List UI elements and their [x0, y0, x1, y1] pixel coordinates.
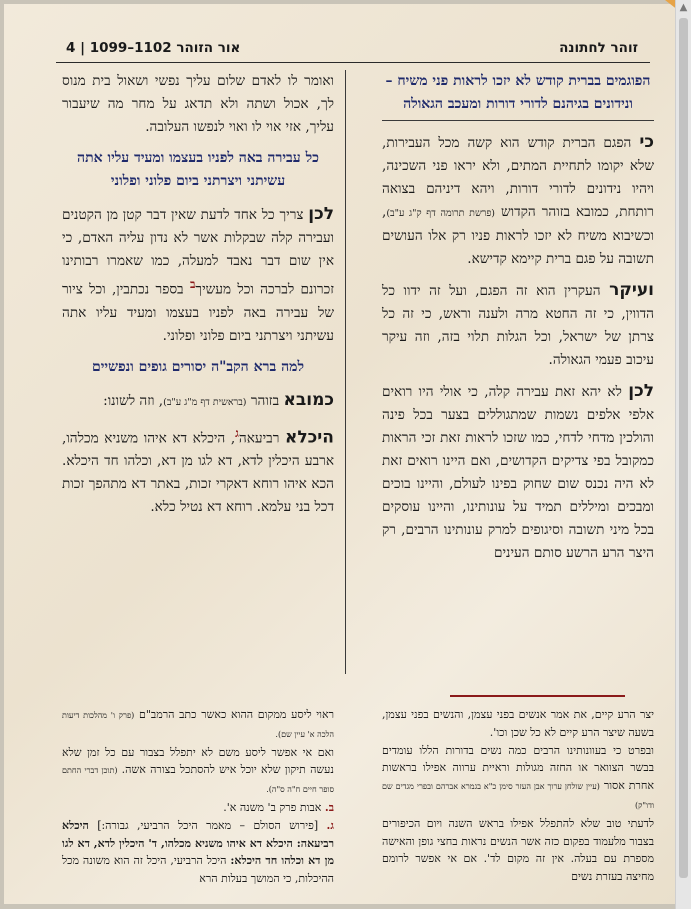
footnote-source: (פרק ו' מהלכות דיעות הלכה א' עיין שם). [62, 711, 334, 739]
scroll-thumb[interactable] [679, 18, 688, 878]
footnote-quote: היכלא רביעאה: היכלא דא איהו משניא מכלהו, ד' היכלין לדא, דא לגו מן דא וכלהו חד היכלא: [62, 818, 334, 868]
lead-word: היכלא [285, 427, 334, 448]
left-heading-2: למה ברא הקב"ה יסורים גופים ונפשיים [92, 358, 304, 375]
left-paragraph-0: ואומר לו לאדם שלום עליך נפשי ושאול בית מנוס לך, אכול ושתה ולא תדאג על מחר מה שיעבור עליך, אזי אוי לו ואוי לנפשו העלובה. [62, 73, 334, 135]
right-paragraph-3 [382, 380, 654, 565]
lead-word: כמובא [283, 389, 334, 410]
right-paragraph-2 [382, 279, 654, 372]
left-paragraph-1 [62, 203, 334, 348]
footnote-text: לדעתי טוב שלא להתפלל אפילו בראש השנה ויום הכיפורים בצבור מלעמוד בפקום כזה אשר הנשים נראות בחצי גופן והאישה מספרת עם בעלה. אין זה מקום לד'. אם אי אפשר לרומם מחיצה בעזרת נשים [382, 816, 654, 884]
left-paragraph-3 [62, 422, 334, 520]
footnote-text [62, 744, 334, 799]
lead-word: לכן [628, 381, 654, 401]
page-header [18, 36, 662, 60]
footnote-marker[interactable]: ב [189, 277, 196, 291]
footnote-text [382, 742, 654, 815]
footnote-body: אבות פרק ב' משנה א'. [223, 800, 322, 814]
scroll-up-icon[interactable]: ▲ [679, 2, 688, 13]
left-paragraph-2 [62, 389, 334, 414]
footnote-text: יצר הרע קיים, את אמר אנשים בפני עצמן, והנשים בפני עצמן, בשעה שיצר הרע קיים לא כל שכן וכו'. [382, 708, 654, 739]
vertical-scrollbar[interactable] [675, 0, 691, 909]
lead-word: לכן [308, 204, 334, 224]
paragraph-text: צריך כל אחד לדעת שאין דבר קטן מן הקטנים ועבירה קלה שבקלות אשר לא נדון עליה האדם, כי אין שום דבר נאבד למעלה, כמו שאמרו רבותינו זכרונם לברכה וכל מעשיך [62, 207, 334, 298]
footnotes-right [382, 706, 654, 886]
source-citation: (פרשת תרומה דף ק"ג ע"ב) [386, 208, 496, 219]
paragraph-text: , וזה לשונו: [103, 392, 164, 409]
column-divider [345, 70, 346, 674]
footnote-separator [450, 695, 625, 697]
paragraph-text: בספר נכתבין, וכל ציור של עבירה באה לפניו בעצמו ומעיד עליו אתה עשיתני ויצרתני ביום פלוני ופלוני. [62, 281, 334, 344]
footnotes-left [62, 706, 334, 888]
footnote-body: ראוי ליסע ממקום ההוא כאשר כתב הרמב"ם [138, 708, 334, 721]
footnote-body: [פירוש הסולם – מאמר היכל הרביעי, גבורה:] [97, 818, 319, 832]
right-heading: הפוגמים בברית קודש לא יזכו לראות פני משיח – ונידונים בגיהנם לדורי דורות ומעכב הגאולה [382, 70, 654, 121]
paragraph-text: העקרין הוא זה הפגם, ועל זה ידוו כל הדווין, כי זה החטא מרה ולענה וראש, כי זה כל צרתן של ישראל, וכל הגלות תלוי בזה, וזה עיקר עיכוב פעמי הגאולה. [382, 283, 654, 368]
footnote-body: ואם אי אפשר ליסע משם לא יתפלל בצבור עם כל זמן שלא נעשה תיקון שלא יוכל איש להסתכל בצורה אשה. [62, 745, 334, 777]
book-title: זוהר לחתונה [559, 40, 638, 56]
header-divider [56, 62, 650, 63]
left-heading-1: כל עבירה באה לפניו בעצמו ומעיד עליו אתה עשיתני ויצרתני ביום פלוני ופלוני [77, 150, 319, 189]
left-column [62, 70, 334, 527]
footnote-source: (תוכן דברי החתם סופר חיים ח"ה ס"ה). [62, 766, 334, 795]
footnote-body: ובפרט כי בעוונותינו הרבים כמה נשים בדורות הללו עומדים בבשר הצוואר או החזה מגולות וראיית ערווה אפילו בראשות אחרת אסור [382, 743, 655, 793]
footnote-b [62, 799, 334, 817]
paragraph-text: רביעאה [238, 430, 280, 447]
footnote-text [62, 706, 334, 744]
paragraph-text: , היכלא דא איהו משניא מכלהו, ארבע היכלין לדא, דא לגו מן דא, וכלהו חד היכלא. הכא איהו רוחא דאקרי זכות, באתר דא מתהפך זכות דכל בני עלמא. רוחא דא נטיל כלא. [62, 430, 334, 516]
document-page [4, 4, 676, 904]
footnote-marker[interactable]: ג [235, 425, 239, 440]
paragraph-text: לא יהא זאת עבירה קלה, כי אולי היו רואים אלפי אלפים נשמות שמתגוללים בצער בכל פינה והולכין מדחי לדחי, כמו שזכו לראות זאת זכי הראות כמקובל בפי צדיקים הקדושים, ואם היינו רואים זאת לא היה נכנס שום שחוק בפינו לעולם, והיינו בוכים ומבכים ומיללים תמיד על עונותינו, והיינו עוסקים בכל מיני תשובה וסיגופים למרק עונותינו הרבים, רק היצר הרע הרשע סותם העינים [382, 384, 654, 561]
right-column [382, 70, 654, 573]
lead-word: ועיקר [609, 280, 654, 300]
footnote-label: ב. [324, 800, 334, 814]
footnote-label: ג. [326, 818, 334, 832]
right-paragraph-1 [382, 131, 654, 271]
lead-word: כי [639, 132, 654, 152]
paragraph-text: הפגם הברית קודש הוא קשה מכל העבירות, שלא יקומו לתחיית המתים, ולא יראו פני השכינה, ויהיו נידונים לדורי דורות, ויהא דיניהם בצואה רותחת, כמובא בזוהר הקדוש [382, 135, 654, 220]
paragraph-text: , וכשיבוא משיח לא יזכו לראות פניו רק אלו העושים תשובה על פגם ברית קיימא קדישא. [382, 204, 654, 267]
source-citation: (בראשית דף מ"ג ע"ב) [163, 396, 247, 408]
page-label: אור הזוהר 1102–1099 | 4 [66, 40, 241, 56]
footnote-body: היכל הרביעי, היכל זה הוא משונה מכל ההיכלות, כי המושך בעלות הרא [62, 854, 334, 886]
paragraph-text: בזוהר [250, 392, 280, 409]
footnote-c [62, 817, 334, 888]
footnote-source: (עיין שולחן ערוך אבן העזר סימן כ"א בגמרא אברהם ובפרי מגדים שם ודו"ק) [382, 782, 654, 810]
